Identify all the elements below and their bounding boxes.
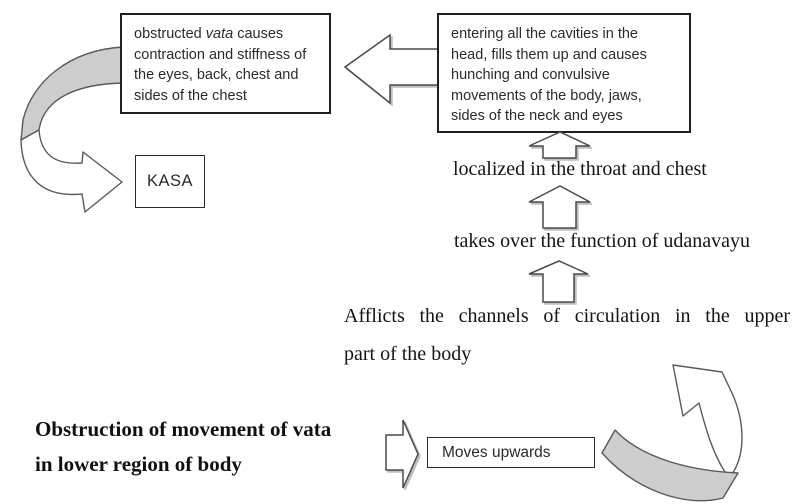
up-block-arrow-1-icon (528, 131, 592, 159)
curved-down-arrow-icon (14, 42, 132, 222)
heading-obstruction (35, 412, 331, 482)
label-afflicts-line1: Afflicts the channels of circulation in the upper (344, 305, 790, 327)
flow-box-obstructed-vata (120, 13, 331, 114)
flow-box-entering-cavities-text: entering all the cavities in the head, fills them up and causes hunching and convulsive movements of the body, jaws, sides of the neck and eyes (451, 26, 647, 125)
obstructed-text-post: causes contraction and stiffness of the eyes, back, chest and sides of the chest (134, 26, 307, 104)
heading-obstruction-line2: in lower region of body (35, 452, 242, 476)
curved-up-arrow-icon (595, 358, 755, 504)
flow-box-entering-cavities (437, 13, 691, 133)
moves-upwards-label: Moves upwards (442, 443, 551, 461)
right-block-arrow-icon (384, 418, 421, 491)
label-afflicts-line2: part of the body (344, 343, 472, 365)
label-takes-over: takes over the function of udanavayu (454, 230, 751, 252)
kasa-label: KASA (146, 172, 194, 190)
heading-obstruction-line1: Obstruction of movement of vata (35, 417, 332, 441)
obstructed-text-italic: vata (205, 26, 234, 42)
flow-box-moves-upwards (427, 437, 595, 468)
flow-box-obstructed-vata-text (122, 15, 329, 115)
flow-box-kasa (135, 155, 205, 208)
label-localized: localized in the throat and chest (453, 158, 707, 180)
up-block-arrow-3-icon (528, 260, 590, 304)
obstructed-text-pre: obstructed (134, 26, 206, 42)
left-block-arrow-icon (343, 33, 444, 106)
up-block-arrow-2-icon (528, 185, 592, 230)
